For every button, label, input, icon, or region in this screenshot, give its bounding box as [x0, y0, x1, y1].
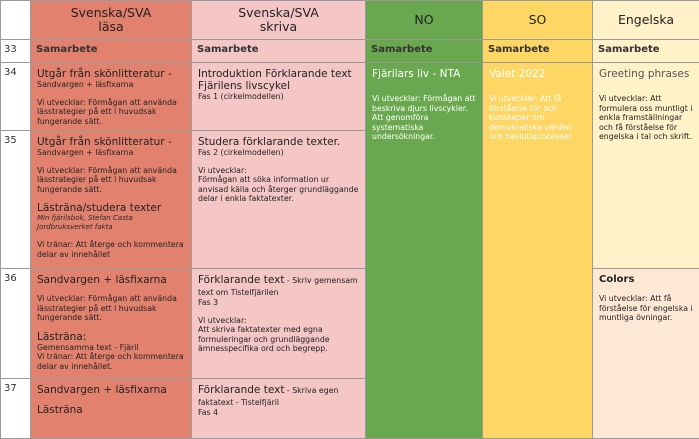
- cell-sv-lasa-36[interactable]: [31, 269, 192, 379]
- week-row-33: [1, 40, 699, 63]
- cell-text: Samarbete: [197, 44, 259, 55]
- cell-engelska-34[interactable]: [593, 63, 699, 269]
- cell-book: Min fjärilsbok, Stefan Casta: [37, 214, 185, 223]
- cell-sv-lasa-35[interactable]: [31, 131, 192, 269]
- cell-samarbete[interactable]: [483, 40, 593, 63]
- cell-no-34[interactable]: [366, 63, 483, 439]
- cell-title: Greeting phrases: [599, 68, 693, 80]
- cell-title: Sandvargen + läsfixarna: [37, 384, 185, 396]
- cell-description: Vi utvecklar: Att få förståelse för och kunskaper om demokratiska värden och beslutsprocesser.: [489, 94, 586, 142]
- header-text: NO: [366, 13, 482, 27]
- cell-samarbete[interactable]: [31, 40, 192, 63]
- cell-samarbete[interactable]: [366, 40, 483, 63]
- header-text: Svenska/SVA: [31, 6, 191, 20]
- cell-so-34[interactable]: [483, 63, 593, 439]
- header-text: skriva: [192, 20, 365, 34]
- cell-text: Samarbete: [488, 44, 550, 55]
- cell-title: Fjärilars liv - NTA: [372, 68, 476, 80]
- header-text: SO: [483, 13, 592, 27]
- cell-text: Samarbete: [371, 44, 433, 55]
- cell-description: Att skriva faktatexter med egna formuleringar och grundläggande ämnesspecifika ord och begrepp.: [198, 325, 359, 354]
- cell-title: Utgår från skönlitteratur -: [37, 68, 185, 80]
- header-text: läsa: [31, 20, 191, 34]
- cell-sv-lasa-34[interactable]: [31, 63, 192, 131]
- cell-title-small: - Skriva egen faktatext - Tistelfjäril: [198, 386, 338, 407]
- cell-text: Samarbete: [36, 44, 98, 55]
- cell-description: Vi utvecklar: Förmågan att använda lässtrategier på ett i huvudsak fungerande sätt.: [37, 294, 185, 323]
- cell-phase: Fas 1 (cirkelmodellen): [198, 92, 359, 102]
- cell-title: Fjärilens livscykel: [198, 80, 359, 92]
- week-number: 34: [1, 63, 31, 131]
- week-number: 33: [1, 40, 31, 63]
- week-row-36: [1, 269, 699, 379]
- cell-description: Vi utvecklar: Att formulera oss muntligt i enkla framställningar och få förståelse för engelska i tal och skrift.: [599, 94, 693, 142]
- cell-title: Colors: [599, 274, 693, 286]
- cell-sv-skriva-36[interactable]: [192, 269, 366, 379]
- cell-title: Lästräna:: [37, 331, 185, 343]
- cell-title: Lästräna/studera texter: [37, 202, 185, 214]
- cell-phase: Fas 2 (cirkelmodellen): [198, 148, 359, 158]
- cell-title: Studera förklarande texter.: [198, 136, 359, 148]
- cell-sv-skriva-34[interactable]: [192, 63, 366, 131]
- cell-phase: Fas 3: [198, 298, 359, 308]
- cell-description: Vi utvecklar: Förmågan att beskriva djurs livscykler. Att genomföra systematiska undersökningar.: [372, 94, 476, 142]
- week-row-34: [1, 63, 699, 131]
- cell-description: Vi utvecklar: Att få förståelse för engelska i muntliga övningar.: [599, 294, 693, 323]
- cell-subtitle: Gemensamma text - Fjäril: [37, 343, 185, 353]
- cell-subtitle: Sandvargen + läsfixarna: [37, 148, 185, 158]
- cell-title-main: Förklarande text: [198, 274, 284, 286]
- cell-samarbete[interactable]: [192, 40, 366, 63]
- cell-title: [198, 384, 359, 408]
- cell-title: Sandvargen + läsfixarna: [37, 274, 185, 286]
- week-number: 36: [1, 269, 31, 379]
- cell-engelska-36[interactable]: [593, 269, 699, 439]
- cell-sv-lasa-37[interactable]: [31, 379, 192, 439]
- week-number: 37: [1, 379, 31, 439]
- header-svenska-skriva[interactable]: [192, 1, 366, 40]
- cell-description: Vi utvecklar: Förmågan att använda lässtrategier på ett i huvudsak fungerande sätt.: [37, 166, 185, 195]
- cell-title: Lästräna: [37, 404, 185, 416]
- header-svenska-lasa[interactable]: [31, 1, 192, 40]
- cell-description-label: Vi utvecklar:: [198, 316, 359, 326]
- header-engelska[interactable]: [593, 1, 699, 40]
- cell-sv-skriva-35[interactable]: [192, 131, 366, 269]
- cell-description: Vi tränar: Att återge och kommentera delar av innehållet.: [37, 352, 185, 371]
- cell-book: Jordbruksverket fakta: [37, 223, 185, 232]
- week-number: 35: [1, 131, 31, 269]
- cell-title: Valet 2022: [489, 68, 586, 80]
- header-row: [1, 1, 699, 40]
- cell-description-label: Vi utvecklar:: [198, 166, 359, 176]
- cell-title: [198, 274, 359, 298]
- cell-phase: Fas 4: [198, 408, 359, 418]
- header-text: Engelska: [593, 13, 699, 27]
- header-so[interactable]: [483, 1, 593, 40]
- cell-sv-skriva-37[interactable]: [192, 379, 366, 439]
- cell-description: Förmågan att söka information ur anvisad källa och återger grundläggande delar i enkla faktatexter.: [198, 175, 359, 204]
- cell-title-small: - Skriv gemensam text om Tistelfjärilen: [198, 276, 358, 297]
- cell-samarbete[interactable]: [593, 40, 699, 63]
- header-text: Svenska/SVA: [192, 6, 365, 20]
- cell-text: Samarbete: [598, 44, 660, 55]
- cell-title-main: Förklarande text: [198, 384, 284, 396]
- header-week: [1, 1, 31, 40]
- cell-subtitle: Sandvargen + läsfixarna: [37, 80, 185, 90]
- header-no[interactable]: [366, 1, 483, 40]
- cell-title: Utgår från skönlitteratur -: [37, 136, 185, 148]
- cell-description: Vi tränar: Att återge och kommentera delar av innehållet: [37, 240, 185, 259]
- cell-description: Vi utvecklar: Förmågan att använda lässtrategier på ett i huvudsak fungerande sätt.: [37, 98, 185, 127]
- cell-title: Introduktion Förklarande text: [198, 68, 359, 80]
